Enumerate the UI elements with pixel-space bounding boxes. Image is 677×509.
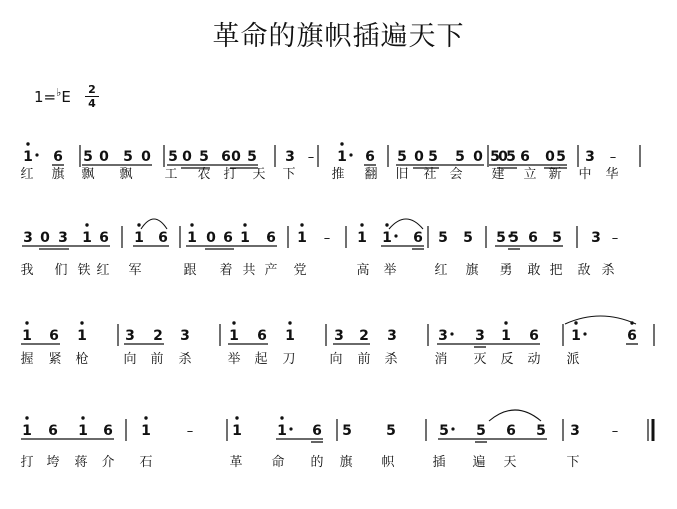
lyric-char: 下 xyxy=(566,455,580,470)
dash-sustain: – xyxy=(323,231,331,246)
lyric-char: 飘 xyxy=(81,167,95,182)
note: 6 xyxy=(99,230,109,246)
dash-sustain: – xyxy=(186,424,194,439)
note: 6 xyxy=(365,149,375,165)
slur xyxy=(389,219,423,229)
lyric-char: 革 xyxy=(229,455,243,470)
note: 6 xyxy=(49,328,59,344)
octave-dot-high xyxy=(504,321,507,324)
note: 5 xyxy=(342,423,352,439)
lyric-char: 红 xyxy=(20,167,34,182)
note: 3 xyxy=(285,149,295,165)
lyric-char: 新 xyxy=(548,167,562,182)
slur xyxy=(489,410,541,421)
note: 1 xyxy=(229,328,239,344)
lyric-char: 敢 xyxy=(527,263,541,278)
note: 6 xyxy=(529,328,539,344)
lyric-char: 反 xyxy=(500,352,514,367)
note: 0 xyxy=(473,149,483,165)
augmentation-dot xyxy=(583,332,586,335)
lyric-char: 举 xyxy=(227,352,241,367)
note: 3 xyxy=(438,328,448,344)
note: 1 xyxy=(277,423,287,439)
note: 1 xyxy=(297,230,307,246)
octave-dot-high xyxy=(85,223,88,226)
note: 1 xyxy=(134,230,144,246)
octave-dot-high xyxy=(26,142,29,145)
note: 3 xyxy=(125,328,135,344)
note: 1 xyxy=(337,149,347,165)
octave-dot-high xyxy=(385,223,388,226)
lyric-char: 打 xyxy=(20,455,34,470)
note: 0 xyxy=(231,149,241,165)
note: 5 xyxy=(506,149,516,165)
note: 5 xyxy=(496,230,506,246)
octave-dot-high xyxy=(25,321,28,324)
lyric-char: 刀 xyxy=(282,352,296,367)
lyric-char: 红 xyxy=(96,263,110,278)
dash-sustain: – xyxy=(611,424,619,439)
note: 6 xyxy=(506,423,516,439)
lyric-char: 握 xyxy=(20,352,34,367)
note: 5 xyxy=(168,149,178,165)
note: 6 xyxy=(103,423,113,439)
lyric-char: 立 xyxy=(523,167,537,182)
dash-sustain: – xyxy=(609,150,617,165)
octave-dot-high xyxy=(137,223,140,226)
lyric-char: 军 xyxy=(128,263,142,278)
lyric-char: 天 xyxy=(503,455,517,470)
lyric-char: 飘 xyxy=(119,167,133,182)
note: 1 xyxy=(23,149,33,165)
note: 1 xyxy=(78,423,88,439)
lyric-char: 我 xyxy=(20,263,34,278)
note: 0 xyxy=(40,230,50,246)
lyric-char: 们 xyxy=(54,263,68,278)
augmentation-dot xyxy=(349,153,352,156)
note: 6 xyxy=(528,230,538,246)
lyric-char: 打 xyxy=(223,167,237,182)
note: 5 xyxy=(556,149,566,165)
note: 6 xyxy=(48,423,58,439)
note: 5 xyxy=(438,230,448,246)
note: 0 xyxy=(498,149,508,165)
lyric-char: 着 xyxy=(219,263,233,278)
note: 0 xyxy=(206,230,216,246)
lyric-char: 下 xyxy=(282,167,296,182)
lyric-char: 旗 xyxy=(339,455,353,470)
lyric-char: 旧 xyxy=(395,167,409,182)
note: 5 xyxy=(455,149,465,165)
note: 5 xyxy=(247,149,257,165)
note: 5 xyxy=(509,230,519,246)
lyric-char: 派 xyxy=(566,352,580,367)
lyric-char: 紧 xyxy=(48,352,62,367)
note: 5 xyxy=(428,149,438,165)
lyric-char: 杀 xyxy=(178,352,192,367)
note: 6 xyxy=(257,328,267,344)
note: 5 xyxy=(536,423,546,439)
lyric-char: 中 xyxy=(578,167,592,182)
lyric-char: 插 xyxy=(432,455,446,470)
note: 6 xyxy=(520,149,530,165)
note: 5 xyxy=(439,423,449,439)
note: 5 xyxy=(490,149,500,165)
note: 5 xyxy=(397,149,407,165)
lyric-char: 垮 xyxy=(46,455,60,470)
octave-dot-high xyxy=(340,142,343,145)
lyric-char: 的 xyxy=(310,455,324,470)
note: 5 xyxy=(552,230,562,246)
note: 5 xyxy=(386,423,396,439)
lyric-char: 产 xyxy=(264,263,278,278)
note: 6 xyxy=(312,423,322,439)
note: 6 xyxy=(53,149,63,165)
note: 2 xyxy=(153,328,163,344)
note: 1 xyxy=(82,230,92,246)
note: 3 xyxy=(180,328,190,344)
note: 3 xyxy=(591,230,601,246)
octave-dot-high xyxy=(80,321,83,324)
note: 3 xyxy=(475,328,485,344)
note: 5 xyxy=(123,149,133,165)
lyric-char: 消 xyxy=(434,352,448,367)
note: 3 xyxy=(570,423,580,439)
octave-dot-high xyxy=(144,416,147,419)
lyric-char: 高 xyxy=(356,263,370,278)
note: 1 xyxy=(22,328,32,344)
note: 1 xyxy=(232,423,242,439)
flat-symbol: ♭ xyxy=(56,86,62,99)
note: 6 xyxy=(223,230,233,246)
lyric-char: 党 xyxy=(293,263,307,278)
lyric-char: 会 xyxy=(449,167,463,182)
lyric-char: 前 xyxy=(150,352,164,367)
lyric-char: 石 xyxy=(139,455,153,470)
note: 3 xyxy=(58,230,68,246)
lyric-char: 灭 xyxy=(473,352,487,367)
lyric-char: 遍 xyxy=(472,455,486,470)
lyric-char: 勇 xyxy=(499,263,513,278)
key-note: E xyxy=(61,88,71,106)
augmentation-dot xyxy=(35,153,38,156)
octave-dot-high xyxy=(190,223,193,226)
lyric-char: 社 xyxy=(423,167,437,182)
lyric-char: 铁 xyxy=(77,263,91,278)
octave-dot-high xyxy=(280,416,283,419)
lyric-char: 前 xyxy=(357,352,371,367)
note: 0 xyxy=(141,149,151,165)
note: 5 xyxy=(199,149,209,165)
octave-dot-high xyxy=(574,321,577,324)
meter-bottom: 4 xyxy=(88,97,96,110)
augmentation-dot xyxy=(394,234,397,237)
lyric-char: 把 xyxy=(549,263,563,278)
note: 0 xyxy=(99,149,109,165)
key-prefix: 1= xyxy=(34,88,57,106)
octave-dot-high xyxy=(235,416,238,419)
note: 1 xyxy=(77,328,87,344)
note: 5 xyxy=(476,423,486,439)
lyric-char: 建 xyxy=(491,167,505,182)
lyric-char: 介 xyxy=(101,455,115,470)
note: 1 xyxy=(22,423,32,439)
lyric-char: 红 xyxy=(434,263,448,278)
lyric-char: 农 xyxy=(197,167,211,182)
meter-top: 2 xyxy=(88,83,96,96)
lyric-char: 共 xyxy=(242,263,256,278)
augmentation-dot xyxy=(451,427,454,430)
lyric-char: 跟 xyxy=(183,263,197,278)
octave-dot-high xyxy=(81,416,84,419)
note: 1 xyxy=(141,423,151,439)
lyric-char: 敌 xyxy=(577,263,591,278)
lyric-char: 举 xyxy=(383,263,397,278)
note: 6 xyxy=(158,230,168,246)
lyric-char: 旗 xyxy=(51,167,65,182)
note: 6 xyxy=(221,149,231,165)
note: 0 xyxy=(414,149,424,165)
lyric-char: 华 xyxy=(605,167,619,182)
note: 6 xyxy=(627,328,637,344)
lyric-char: 动 xyxy=(527,352,541,367)
note: 5 xyxy=(83,149,93,165)
lyric-char: 杀 xyxy=(384,352,398,367)
lyric-char: 天 xyxy=(252,167,266,182)
octave-dot-high xyxy=(300,223,303,226)
lyric-char: 旗 xyxy=(465,263,479,278)
note: 6 xyxy=(413,230,423,246)
lyric-char: 杀 xyxy=(601,263,615,278)
note: 1 xyxy=(501,328,511,344)
note: 0 xyxy=(545,149,555,165)
note: 2 xyxy=(359,328,369,344)
augmentation-dot xyxy=(450,332,453,335)
octave-dot-high xyxy=(360,223,363,226)
lyric-char: 起 xyxy=(254,352,268,367)
lyric-char: 枪 xyxy=(75,352,89,367)
note: 1 xyxy=(357,230,367,246)
lyric-char: 翻 xyxy=(364,167,378,182)
note: 1 xyxy=(382,230,392,246)
octave-dot-high xyxy=(25,416,28,419)
lyric-char: 命 xyxy=(271,455,285,470)
augmentation-dot xyxy=(289,427,292,430)
octave-dot-high xyxy=(232,321,235,324)
slur xyxy=(141,219,167,229)
lyric-char: 工 xyxy=(164,167,178,182)
dash-sustain: – xyxy=(611,231,619,246)
note: 3 xyxy=(334,328,344,344)
octave-dot-high xyxy=(243,223,246,226)
lyric-char: 向 xyxy=(123,352,137,367)
lyric-char: 推 xyxy=(331,167,345,182)
note: 3 xyxy=(585,149,595,165)
note: 0 xyxy=(182,149,192,165)
note: 6 xyxy=(266,230,276,246)
dash-sustain: – xyxy=(307,150,315,165)
note: 3 xyxy=(23,230,33,246)
lyric-char: 蒋 xyxy=(74,455,88,470)
note: 5 xyxy=(463,230,473,246)
note: 1 xyxy=(240,230,250,246)
song-title: 革命的旗帜插遍天下 xyxy=(212,21,465,52)
lyric-char: 向 xyxy=(329,352,343,367)
note: 3 xyxy=(387,328,397,344)
note: 1 xyxy=(187,230,197,246)
note: 1 xyxy=(285,328,295,344)
lyric-char: 帜 xyxy=(381,455,395,470)
note: 1 xyxy=(571,328,581,344)
octave-dot-high xyxy=(288,321,291,324)
